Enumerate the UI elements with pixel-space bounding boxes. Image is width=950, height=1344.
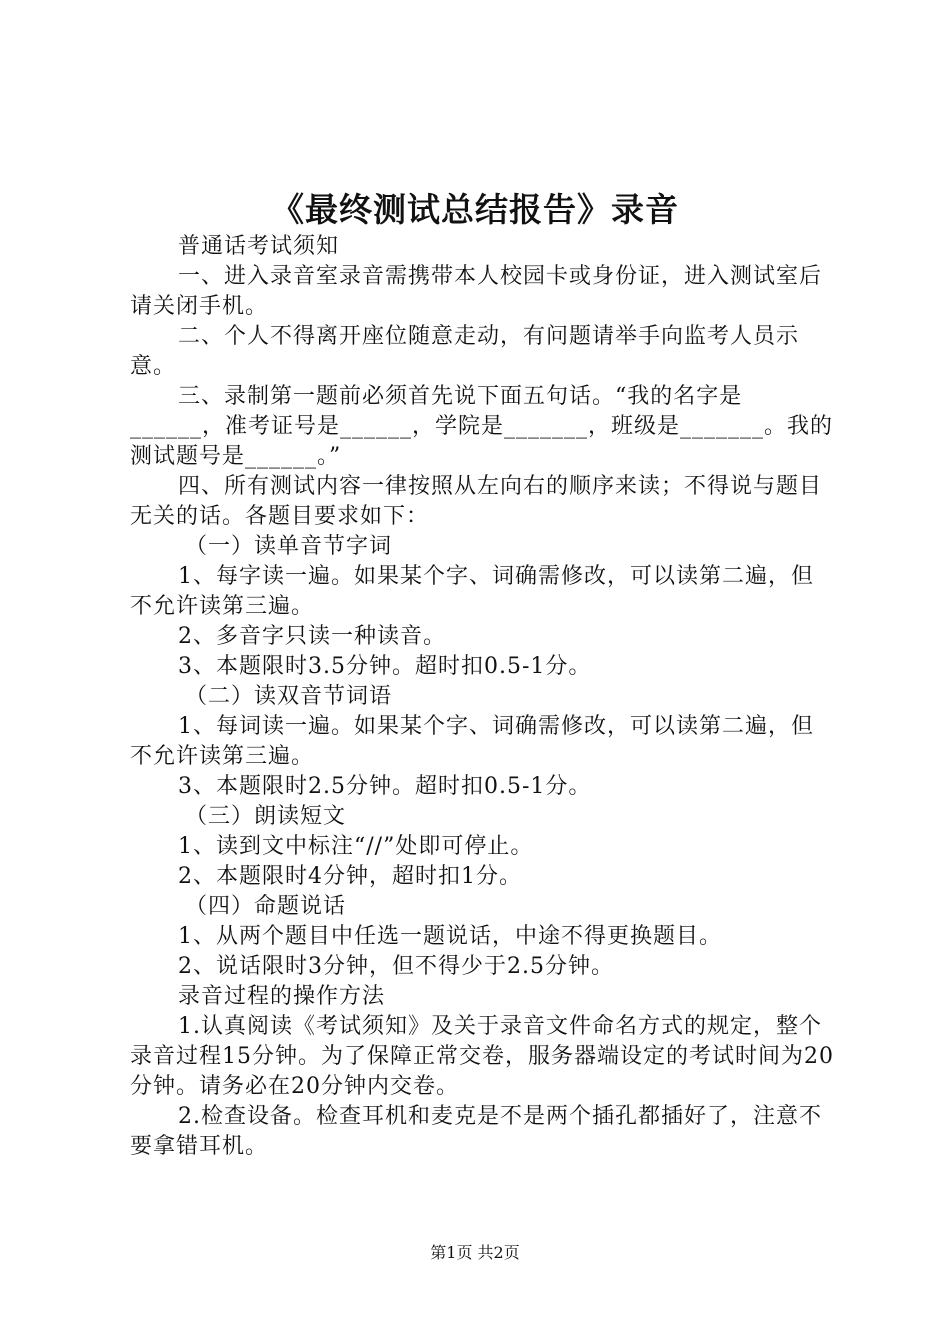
document-body xyxy=(130,232,836,1162)
paragraph: 1、每词读一遍。如果某个字、词确需修改，可以读第二遍，但不允许读第三遍。 xyxy=(130,714,814,769)
section-heading: 录音过程的操作方法 xyxy=(178,984,386,1009)
paragraph: 2、多音字只读一种读音。 xyxy=(178,624,446,649)
paragraph: 四、所有测试内容一律按照从左向右的顺序来读；不得说与题目无关的话。各题目要求如下： xyxy=(130,474,823,529)
paragraph: 二、个人不得离开座位随意走动，有问题请举手向监考人员示意。 xyxy=(130,324,800,379)
paragraph: 一、进入录音室录音需携带本人校园卡或身份证，进入测试室后请关闭手机。 xyxy=(130,264,823,319)
document-title: 《最终测试总结报告》录音 xyxy=(271,190,679,229)
subsection-heading: （四）命题说话 xyxy=(185,894,347,919)
subsection-heading: （二）读双音节词语 xyxy=(185,684,393,709)
paragraph: 3、本题限时2.5分钟。超时扣0.5-1分。 xyxy=(178,774,592,799)
subsection-heading: （三）朗读短文 xyxy=(185,804,347,829)
paragraph: 1、读到文中标注“//”处即可停止。 xyxy=(178,834,534,859)
paragraph: 2、说话限时3分钟，但不得少于2.5分钟。 xyxy=(178,954,614,979)
paragraph: 1.认真阅读《考试须知》及关于录音文件命名方式的规定，整个录音过程15分钟。为了保障正常交卷，服务器端设定的考试时间为20分钟。请务必在20分钟内交卷。 xyxy=(130,1014,834,1099)
paragraph: 1、从两个题目中任选一题说话，中途不得更换题目。 xyxy=(178,924,722,949)
paragraph: 1、每字读一遍。如果某个字、词确需修改，可以读第二遍，但不允许读第三遍。 xyxy=(130,564,814,619)
subsection-heading: （一）读单音节字词 xyxy=(185,534,393,559)
section-heading: 普通话考试须知 xyxy=(178,234,340,259)
paragraph: 3、本题限时3.5分钟。超时扣0.5-1分。 xyxy=(178,654,592,679)
page-footer: 第1页 共2页 xyxy=(430,1243,520,1262)
paragraph: 2.检查设备。检查耳机和麦克是不是两个插孔都插好了，注意不要拿错耳机。 xyxy=(130,1104,822,1159)
paragraph: 2、本题限时4分钟，超时扣1分。 xyxy=(178,864,522,889)
paragraph: 三、录制第一题前必须首先说下面五句话。“我的名字是______，准考证号是______，学院是_______，班级是_______。我的测试题号是______。” xyxy=(130,384,834,469)
